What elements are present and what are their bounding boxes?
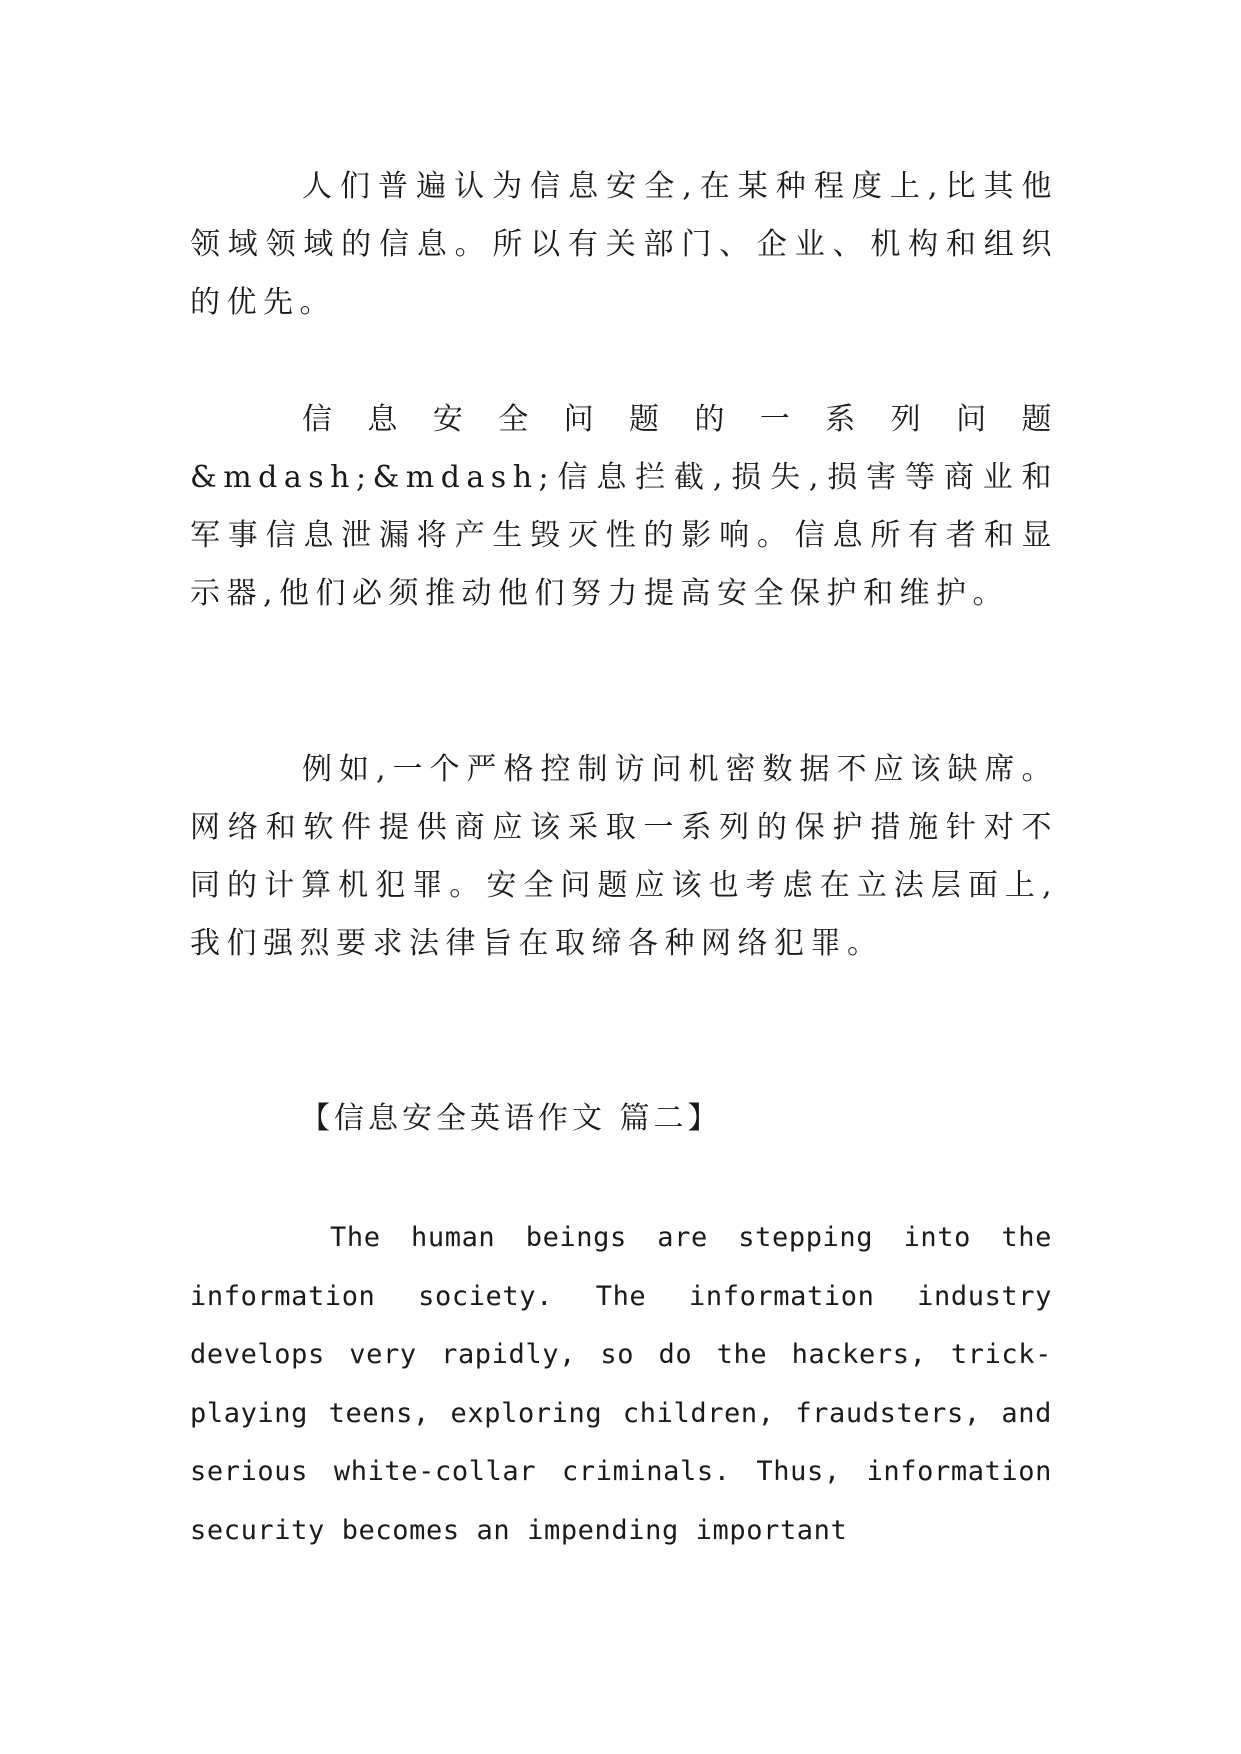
paragraph-zh-3: 例如,一个严格控制访问机密数据不应该缺席。网络和软件提供商应该采取一系列的保护措施针对不同的计算机犯罪。安全问题应该也考虑在立法层面上,我们强烈要求法律旨在取缔各种网络犯罪。 <box>190 752 1058 961</box>
paragraph-zh-1: 人们普遍认为信息安全,在某种程度上,比其他领域领域的信息。所以有关部门、企业、机构和组织的优先。 <box>190 169 1058 320</box>
section-heading: 【信息安全英语作文 篇二】 <box>300 1101 722 1136</box>
paragraph-en: The human beings are stepping into the information society. The information industry develops very rapidly, so do the hackers, trick-playing teens, exploring children, fraudsters, and serious white-collar criminals. Thus, information security becomes an impending important <box>190 1222 1052 1546</box>
paragraph-zh-2: 信息安全问题的一系列问题&mdash;&mdash;信息拦截,损失,损害等商业和军事信息泄漏将产生毁灭性的影响。信息所有者和显示器,他们必须推动他们努力提高安全保护和维护。 <box>190 402 1058 611</box>
